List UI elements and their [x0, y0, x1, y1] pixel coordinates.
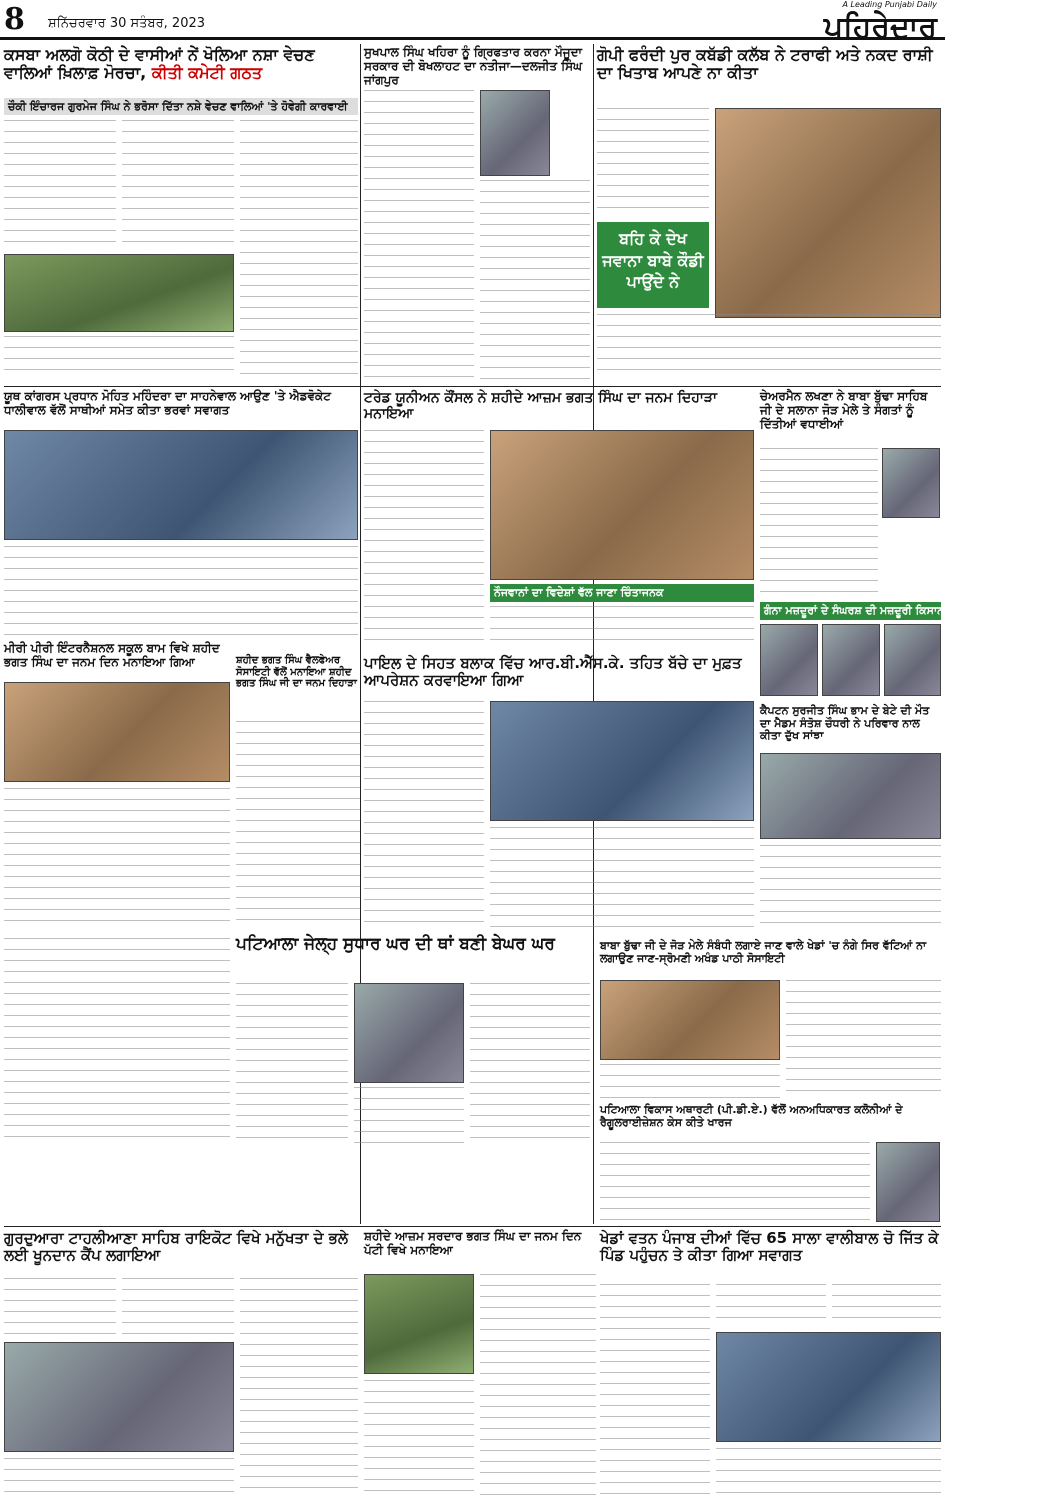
headline: ਟਰੇਡ ਯੂਨੀਅਨ ਕੌਂਸਲ ਨੇ ਸ਼ਹੀਦੇ ਆਜ਼ਮ ਭਗਤ ਸਿੰਘ ਦਾ ਜਨਮ ਦਿਹਾੜਾ ਮਨਾਇਆ — [364, 390, 718, 423]
article-miri-piri-school — [4, 642, 230, 932]
section-divider — [4, 386, 941, 387]
article-bhagat-singh-patti — [364, 1230, 596, 1504]
photo-caption: ਨੌਜਵਾਨਾਂ ਦਾ ਵਿਦੇਸ਼ਾਂ ਵੱਲ ਜਾਣਾ ਚਿੰਤਾਜਨਕ — [490, 584, 754, 602]
headline: ਸੁਖਪਾਲ ਸਿੰਘ ਖਹਿਰਾ ਨੂੰ ਗ੍ਰਿਫਤਾਰ ਕਰਨਾ ਮੌਜੂਦਾ ਸਰਕਾਰ ਦੀ ਬੋਖਲਾਹਟ ਦਾ ਨਤੀਜਾ—ਦਲਜੀਤ ਸਿੰਘ ਜਾਂਗਪੁਰ — [364, 45, 583, 87]
article-photo — [354, 983, 464, 1083]
article-text — [364, 701, 484, 931]
article-text — [354, 1087, 464, 1143]
article-pda — [600, 1104, 941, 1224]
article-photo — [600, 980, 780, 1060]
article-text — [364, 430, 484, 645]
article-kabaddi-club — [597, 46, 941, 382]
article-text — [760, 845, 941, 933]
headline: ਸ਼ਹੀਦੇ ਆਜ਼ਮ ਸਰਦਾਰ ਭਗਤ ਸਿੰਘ ਦਾ ਜਨਮ ਦਿਨ ਪੱਟੀ ਵਿਖੇ ਮਨਾਇਆ — [364, 1229, 582, 1257]
headline: ਯੂਥ ਕਾਂਗਰਸ ਪ੍ਰਧਾਨ ਮੋਹਿਤ ਮਹਿੰਦਰਾ ਦਾ ਸਾਹਨੇਵਾਲ ਆਉਣ 'ਤੇ ਐਡਵੋਕੇਟ ਧਾਲੀਵਾਲ ਵੱਲੋਂ ਸਾਥੀਆਂ ਸਮੇਤ ਕੀਤਾ ਭਰਵਾਂ ਸਵਾਗਤ — [4, 389, 331, 417]
section-divider — [4, 1226, 941, 1227]
article-text — [364, 1380, 474, 1500]
strapline: ਚੌਕੀ ਇੰਚਾਰਜ ਗੁਰਮੇਜ ਸਿੰਘ ਨੇ ਭਰੋਸਾ ਦਿੱਤਾ ਨਸ਼ੇ ਵੇਚਣ ਵਾਲਿਆਂ 'ਤੇ ਹੋਵੇਗੀ ਕਾਰਵਾਈ — [4, 98, 358, 115]
article-text — [240, 120, 358, 380]
portrait-photo — [760, 624, 818, 696]
headline: ਕੈਪਟਨ ਸੁਰਜੀਤ ਸਿੰਘ ਭਾਮ ਦੇ ਬੇਟੇ ਦੀ ਮੌਤ ਦਾ ਮੈਡਮ ਸੰਤੋਸ਼ ਚੌਧਰੀ ਨੇ ਪਰਿਵਾਰ ਨਾਲ ਕੀਤਾ ਦੁੱਖ ਸਾਂਝਾ — [760, 704, 930, 743]
article-captain-surjit — [760, 705, 941, 935]
article-rbsk-operation — [364, 655, 754, 935]
page-number: 8 — [4, 2, 25, 37]
headline: ਗੋਪੀ ਫਰੰਦੀ ਪੁਰ ਕਬੱਡੀ ਕਲੱਬ ਨੇ ਟਰਾਫੀ ਅਤੇ ਨਕਦ ਰਾਸ਼ੀ ਦਾ ਖਿਤਾਬ ਆਪਣੇ ਨਾ ਕੀਤਾ — [597, 45, 933, 83]
article-text — [716, 1448, 941, 1500]
article-text — [490, 827, 754, 931]
article-text — [597, 314, 941, 380]
article-text — [4, 1278, 116, 1338]
article-text — [480, 180, 590, 380]
headline: ਗੁਰਦੁਆਰਾ ਟਾਹਲੀਆਣਾ ਸਾਹਿਬ ਰਾਇਕੋਟ ਵਿਖੇ ਮਨੁੱਖਤਾ ਦੇ ਭਲੇ ਲਈ ਖੂਨਦਾਨ ਕੈਂਪ ਲਗਾਇਆ — [4, 1229, 349, 1265]
article-photo — [364, 1274, 474, 1374]
article-text — [122, 120, 234, 250]
article-text — [4, 1458, 234, 1502]
headline: ਬਾਬਾ ਬੁੱਢਾ ਜੀ ਦੇ ਜੋੜ ਮੇਲੇ ਸੰਬੰਧੀ ਲਗਾਏ ਜਾਣ ਵਾਲੇ ਖੇਡਾਂ 'ਚ ਨੰਗੇ ਸਿਰ ਵੱਟਿਆਂ ਨਾ ਲਗਾਉਣ ਜਾਣ-ਸ੍ਰੋਮਣੀ ਅਖੰਡ ਪਾਠੀ ਸੋਸਾਇਟੀ — [600, 939, 927, 965]
article-photo — [4, 682, 230, 782]
article-baba-budha-games — [600, 940, 941, 1100]
article-text — [600, 1142, 870, 1222]
portrait-photo — [822, 624, 880, 696]
article-text — [4, 120, 116, 250]
article-text — [470, 983, 590, 1143]
article-text — [236, 983, 348, 1143]
article-khaira-arrest — [364, 46, 590, 382]
article-youth-congress — [4, 390, 358, 638]
photo-caption: ਗੰਨਾ ਮਜ਼ਦੂਰਾਂ ਦੇ ਸੰਘਰਸ਼ ਦੀ ਮਜ਼ਦੂਰੀ ਕਿਸਾਨ ਸਭਾ ਪੰਜਾਬ ਵੱਲੋਂ ਹਮਾਇਤ — [760, 602, 941, 620]
article-text — [4, 336, 234, 380]
kabaddi-photo — [715, 108, 941, 318]
article-text — [760, 448, 878, 598]
headline: ਸ਼ਹੀਦ ਭਗਤ ਸਿੰਘ ਵੈਲਫੇਅਰ ਸੋਸਾਇਟੀ ਵੱਲੋਂ ਮਨਾਇਆ ਸ਼ਹੀਦ ਭਗਤ ਸਿੰਘ ਜੀ ਦਾ ਜਨਮ ਦਿਹਾੜਾ — [236, 655, 357, 689]
article-blood-donation — [4, 1230, 358, 1504]
headline: ਪਟਿਆਲਾ ਵਿਕਾਸ ਅਥਾਰਟੀ (ਪੀ.ਡੀ.ਏ.) ਵੱਲੋਂ ਅਨਅਧਿਕਾਰਤ ਕਲੋਨੀਆਂ ਦੇ ਰੈਗੂਲਰਾਈਜ਼ੇਸ਼ਨ ਕੇਸ ਕੀਤੇ ਖਾਰਜ — [600, 1103, 903, 1129]
article-text — [4, 938, 230, 1138]
article-text — [716, 1284, 826, 1328]
article-text — [4, 788, 230, 928]
article-patiala-jail — [236, 935, 590, 1145]
article-text — [236, 721, 360, 921]
article-text — [600, 1284, 710, 1494]
article-text — [480, 1274, 596, 1500]
article-text — [786, 980, 941, 1098]
portrait-photo — [876, 1142, 940, 1222]
portrait-photo — [480, 90, 550, 176]
article-photo — [4, 1342, 234, 1452]
article-text — [490, 606, 754, 646]
article-photo — [490, 701, 754, 821]
headline: ਖੇਡਾਂ ਵਤਨ ਪੰਜਾਬ ਦੀਆਂ ਵਿੱਚ 65 ਸਾਲਾ ਵਾਲੀਬਾਲ ਚੋ ਜਿੱਤ ਕੇ ਪਿੰਡ ਪਹੁੰਚਨ ਤੇ ਕੀਤਾ ਗਿਆ ਸਵਾਗਤ — [600, 1229, 939, 1265]
article-photo — [716, 1332, 941, 1442]
headline: ਪਾਇਲ ਦੇ ਸਿਹਤ ਬਲਾਕ ਵਿੱਚ ਆਰ.ਬੀ.ਐੱਸ.ਕੇ. ਤਹਿਤ ਬੱਚੇ ਦਾ ਮੁਫ਼ਤ ਆਪਰੇਸ਼ਨ ਕਰਵਾਇਆ ਗਿਆ — [364, 654, 742, 690]
issue-date: ਸ਼ਨਿੱਚਰਵਾਰ 30 ਸਤੰਬਰ, 2023 — [48, 16, 206, 31]
portrait-photo — [882, 448, 940, 518]
portrait-photo — [884, 624, 941, 696]
article-volleyball — [600, 1230, 941, 1504]
article-photo — [4, 430, 358, 540]
headline: ਚੇਅਰਮੈਨ ਲਖਣਾ ਨੇ ਬਾਬਾ ਬੁੱਢਾ ਸਾਹਿਬ ਜੀ ਦੇ ਸਲਾਨਾ ਜੋੜ ਮੇਲੇ ਤੇ ਸੰਗਤਾਂ ਨੂੰ ਦਿੱਤੀਆਂ ਵਧਾਈਆਂ — [760, 389, 928, 431]
article-text — [4, 546, 358, 636]
article-photo — [4, 254, 234, 332]
headline: ਕਸਬਾ ਅਲਗੋ ਕੋਠੀ ਦੇ ਵਾਸੀਆਂ ਨੇਂ ਖੋਲਿਆ ਨਸ਼ਾ ਵੇਚਣ ਵਾਲਿਆਂ ਖ਼ਿਲਾਫ਼ ਮੋਰਚਾ, ਕੀਤੀ ਕਮੇਟੀ ਗਠਤ — [4, 45, 315, 83]
article-text — [240, 1278, 358, 1498]
article-text — [600, 1064, 780, 1098]
headline: ਪਟਿਆਲਾ ਜੇਲ੍ਹ ਸੁਧਾਰ ਘਰ ਦੀ ਥਾਂ ਬਣੀ ਬੇਘਰ ਘਰ — [236, 934, 555, 954]
article-trade-union — [364, 390, 754, 650]
highlight-box: ਬਹਿ ਕੇ ਦੇਖ ਜਵਾਨਾ ਬਾਬੇ ਕੌਡੀ ਪਾਉਂਦੇ ਨੇ — [597, 222, 709, 308]
article-baba-budha-mela — [760, 389, 1049, 700]
article-photo — [760, 753, 941, 839]
article-text — [364, 90, 474, 380]
article-text — [597, 108, 709, 218]
article-kasba-alago — [4, 46, 358, 382]
article-photo — [490, 430, 754, 580]
newspaper-title: ਪਹਿਰੇਦਾਰ — [823, 10, 937, 45]
headline: ਮੀਰੀ ਪੀਰੀ ਇੰਟਰਨੈਸ਼ਨਲ ਸਕੂਲ ਬਾਮ ਵਿਖੇ ਸ਼ਹੀਦ ਭਗਤ ਸਿੰਘ ਦਾ ਜਨਮ ਦਿਨ ਮਨਾਇਆ ਗਿਆ — [4, 641, 220, 669]
article-welfare-society — [236, 655, 360, 925]
article-text — [832, 1284, 941, 1328]
article-text — [122, 1278, 234, 1338]
tagline: A Leading Punjabi Daily — [842, 0, 937, 9]
